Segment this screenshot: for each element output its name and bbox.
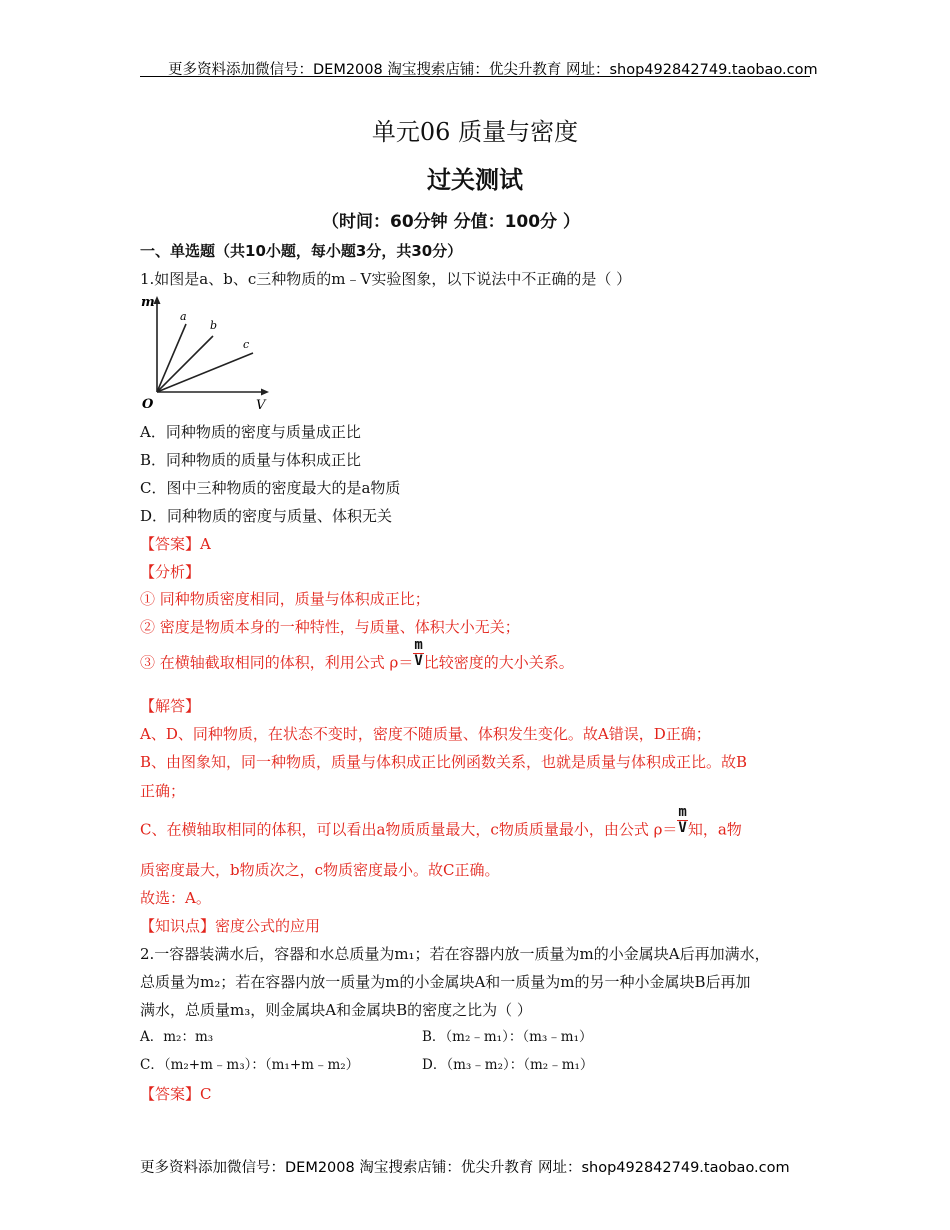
doc-subtitle: 过关测试: [427, 166, 523, 194]
q1-analysis-1: ① 同种物质密度相同，质量与体积成正比；: [140, 590, 430, 608]
formula2-numerator: m: [678, 804, 687, 820]
density-formula-2: [677, 805, 687, 836]
q1-option-b: B．同种物质的质量与体积成正比: [140, 451, 362, 469]
label-c: c: [243, 338, 250, 351]
line-b: [157, 336, 213, 392]
q1-conclusion: 故选：A。: [140, 889, 211, 907]
page-header: 更多资料添加微信号：DEM2008 淘宝搜索店铺：优尖升教育 网址：shop492842749.taobao.com: [168, 62, 818, 78]
q2-stem-2: 总质量为m₂；若在容器内放一质量为m的小金属块A和一质量为m的另一种小金属块B后再加: [140, 973, 751, 991]
q1-solution-3-pre: C、在横轴取相同的体积，可以看出a物质质量最大，c物质质量最小，由公式 ρ＝: [140, 820, 678, 839]
q1-option-c: C．图中三种物质的密度最大的是a物质: [140, 479, 401, 497]
q1-knowledge: [140, 917, 320, 935]
q1-solution-3-post: 知，a物: [687, 820, 742, 839]
label-b: b: [210, 319, 218, 332]
q1-knowledge-label: 【知识点】: [140, 917, 216, 935]
q1-option-d: D．同种物质的密度与质量、体积无关: [140, 507, 393, 525]
section-heading: 一、单选题（共10小题，每小题3分，共30分）: [140, 242, 463, 260]
density-formula: [413, 638, 423, 669]
q2-option-d: D．（m₃﹣m₂）：（m₂﹣m₁）: [422, 1057, 594, 1073]
q2-stem-3: 满水，总质量m₃，则金属块A和金属块B的密度之比为（ ）: [140, 1001, 532, 1019]
x-label: V: [256, 398, 266, 412]
formula-denominator: V: [414, 653, 423, 669]
q1-option-a: A．同种物质的密度与质量成正比: [140, 423, 361, 441]
q1-analysis-3-post: 比较密度的大小关系。: [423, 653, 574, 672]
q1-analysis-3-pre: ③ 在横轴截取相同的体积，利用公式 ρ＝: [140, 653, 414, 672]
q1-answer: 【答案】A: [140, 535, 211, 553]
q1-solution-3b: 质密度最大，b物质次之，c物质密度最小。故C正确。: [140, 861, 500, 879]
q1-solution-2b: 正确；: [140, 782, 186, 800]
q2-option-c: C．（m₂+m﹣m₃）：（m₁+m﹣m₂）: [140, 1057, 360, 1073]
q2-answer: 【答案】C: [140, 1085, 212, 1103]
label-a: a: [180, 310, 187, 323]
q1-analysis-label: 【分析】: [140, 563, 201, 581]
q1-analysis-2: ② 密度是物质本身的一种特性，与质量、体积大小无关；: [140, 618, 520, 636]
q2-option-b: B．（m₂﹣m₁）：（m₃﹣m₁）: [422, 1029, 593, 1045]
q1-solution-1: A、D、同种物质，在状态不变时，密度不随质量、体积发生变化。故A错误，D正确；: [140, 725, 711, 743]
q1-solution-label: 【解答】: [140, 697, 201, 715]
formula2-denominator: V: [678, 820, 687, 836]
doc-title: 单元06 质量与密度: [371, 118, 579, 146]
formula-numerator: m: [414, 637, 423, 653]
q1-knowledge-text: 密度公式的应用: [215, 917, 321, 935]
header-rule: [140, 76, 810, 77]
exam-info: （时间：60分钟 分值：100分 ）: [322, 212, 580, 232]
mv-graph: [138, 292, 278, 412]
q2-option-a: A．m₂：m₃: [140, 1029, 214, 1045]
q1-solution-3: [140, 804, 742, 846]
q1-stem: 1.如图是a、b、c三种物质的m﹣V实验图象，以下说法中不正确的是（ ）: [140, 270, 632, 288]
y-label: m: [141, 295, 155, 310]
origin-label: O: [142, 397, 154, 412]
q2-stem-1: 2.一容器装满水后，容器和水总质量为m₁；若在容器内放一质量为m的小金属块A后再加满水，: [140, 945, 770, 963]
q1-analysis-3: [140, 637, 574, 679]
page-footer: 更多资料添加微信号：DEM2008 淘宝搜索店铺：优尖升教育 网址：shop492842749.taobao.com: [140, 1160, 790, 1176]
x-axis-arrow: [261, 389, 269, 396]
q1-solution-2a: B、由图象知，同一种物质，质量与体积成正比例函数关系，也就是质量与体积成正比。故B: [140, 753, 748, 771]
